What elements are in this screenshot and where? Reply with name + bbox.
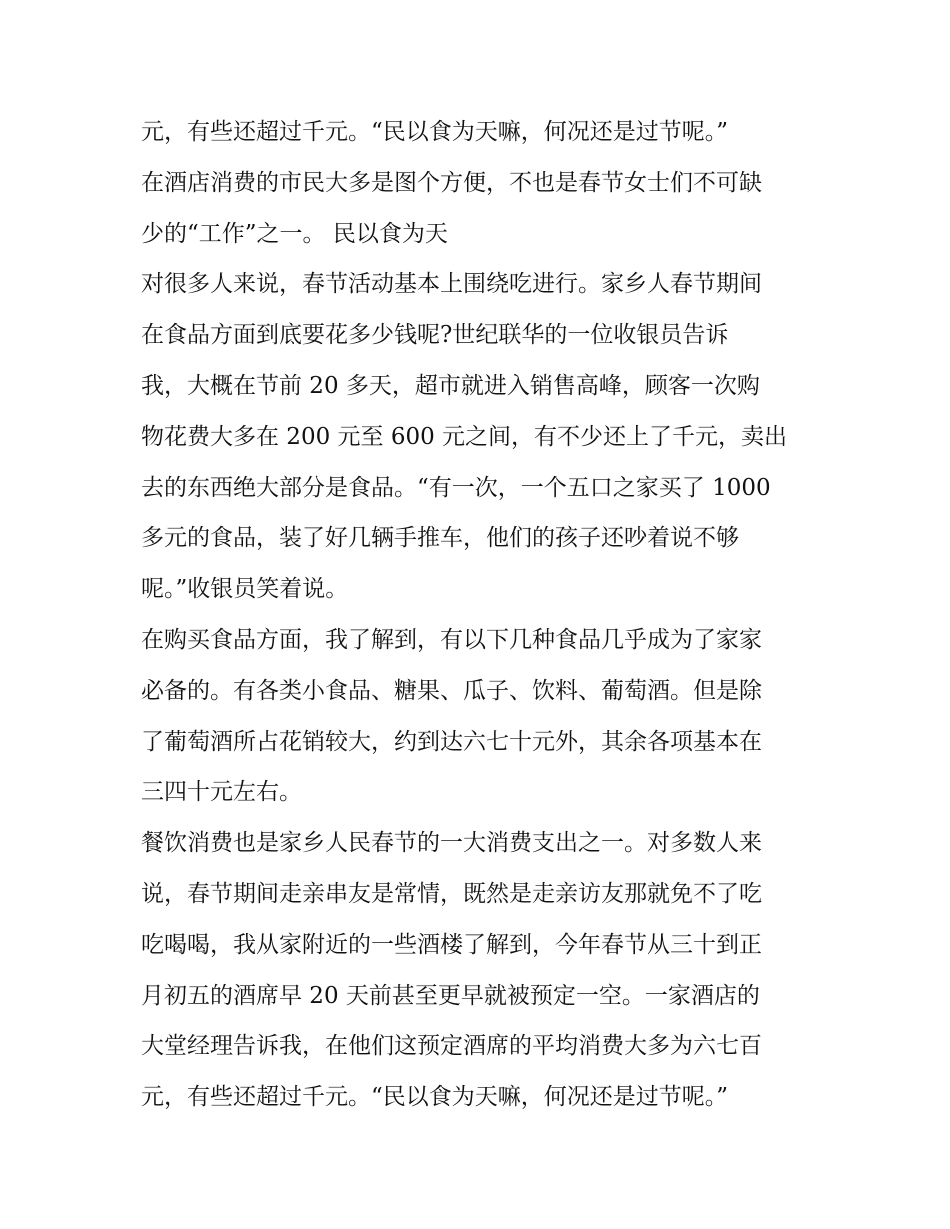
text-line: 必备的。有各类小食品、糖果、瓜子、饮料、葡萄酒。但是除 xyxy=(141,677,762,704)
text-line: 少的“工作”之一。 民以食为天 xyxy=(141,220,448,247)
text-line: 三四十元左右。 xyxy=(141,779,302,806)
text-line: 我，大概在节前 20 多天，超市就进入销售高峰，顾客一次购 xyxy=(141,372,760,399)
text-line: 对很多人来说，春节活动基本上围绕吃进行。家乡人春节期间 xyxy=(141,271,762,298)
document-body xyxy=(141,107,841,1123)
text-line: 元，有些还超过千元。“民以食为天嘛，何况还是过节呢。” xyxy=(141,1084,729,1111)
text-line: 了葡萄酒所占花销较大，约到达六七十元外，其余各项基本在 xyxy=(141,728,762,755)
text-line: 大堂经理告诉我，在他们这预定酒席的平均消费大多为六七百 xyxy=(141,1033,762,1060)
text-line: 吃喝喝，我从家附近的一些酒楼了解到，今年春节从三十到正 xyxy=(141,931,762,958)
text-line: 呢。”收银员笑着说。 xyxy=(141,576,349,603)
text-line: 物花费大多在 200 元至 600 元之间，有不少还上了千元，卖出 xyxy=(141,423,788,450)
text-line: 在购买食品方面，我了解到，有以下几种食品几乎成为了家家 xyxy=(141,626,762,653)
text-line: 去的东西绝大部分是食品。“有一次，一个五口之家买了 1000 xyxy=(141,474,771,501)
text-line: 餐饮消费也是家乡人民春节的一大消费支出之一。对多数人来 xyxy=(141,830,762,857)
text-line: 在酒店消费的市民大多是图个方便，不也是春节女士们不可缺 xyxy=(141,169,762,196)
text-line: 说，春节期间走亲串友是常情，既然是走亲访友那就免不了吃 xyxy=(141,880,762,907)
text-line: 月初五的酒席早 20 天前甚至更早就被预定一空。一家酒店的 xyxy=(141,982,760,1009)
text-line: 元，有些还超过千元。“民以食为天嘛，何况还是过节呢。” xyxy=(141,119,729,145)
text-line: 多元的食品，装了好几辆手推车，他们的孩子还吵着说不够 xyxy=(141,525,739,552)
text-line: 在食品方面到底要花多少钱呢?世纪联华的一位收银员告诉 xyxy=(141,322,729,349)
